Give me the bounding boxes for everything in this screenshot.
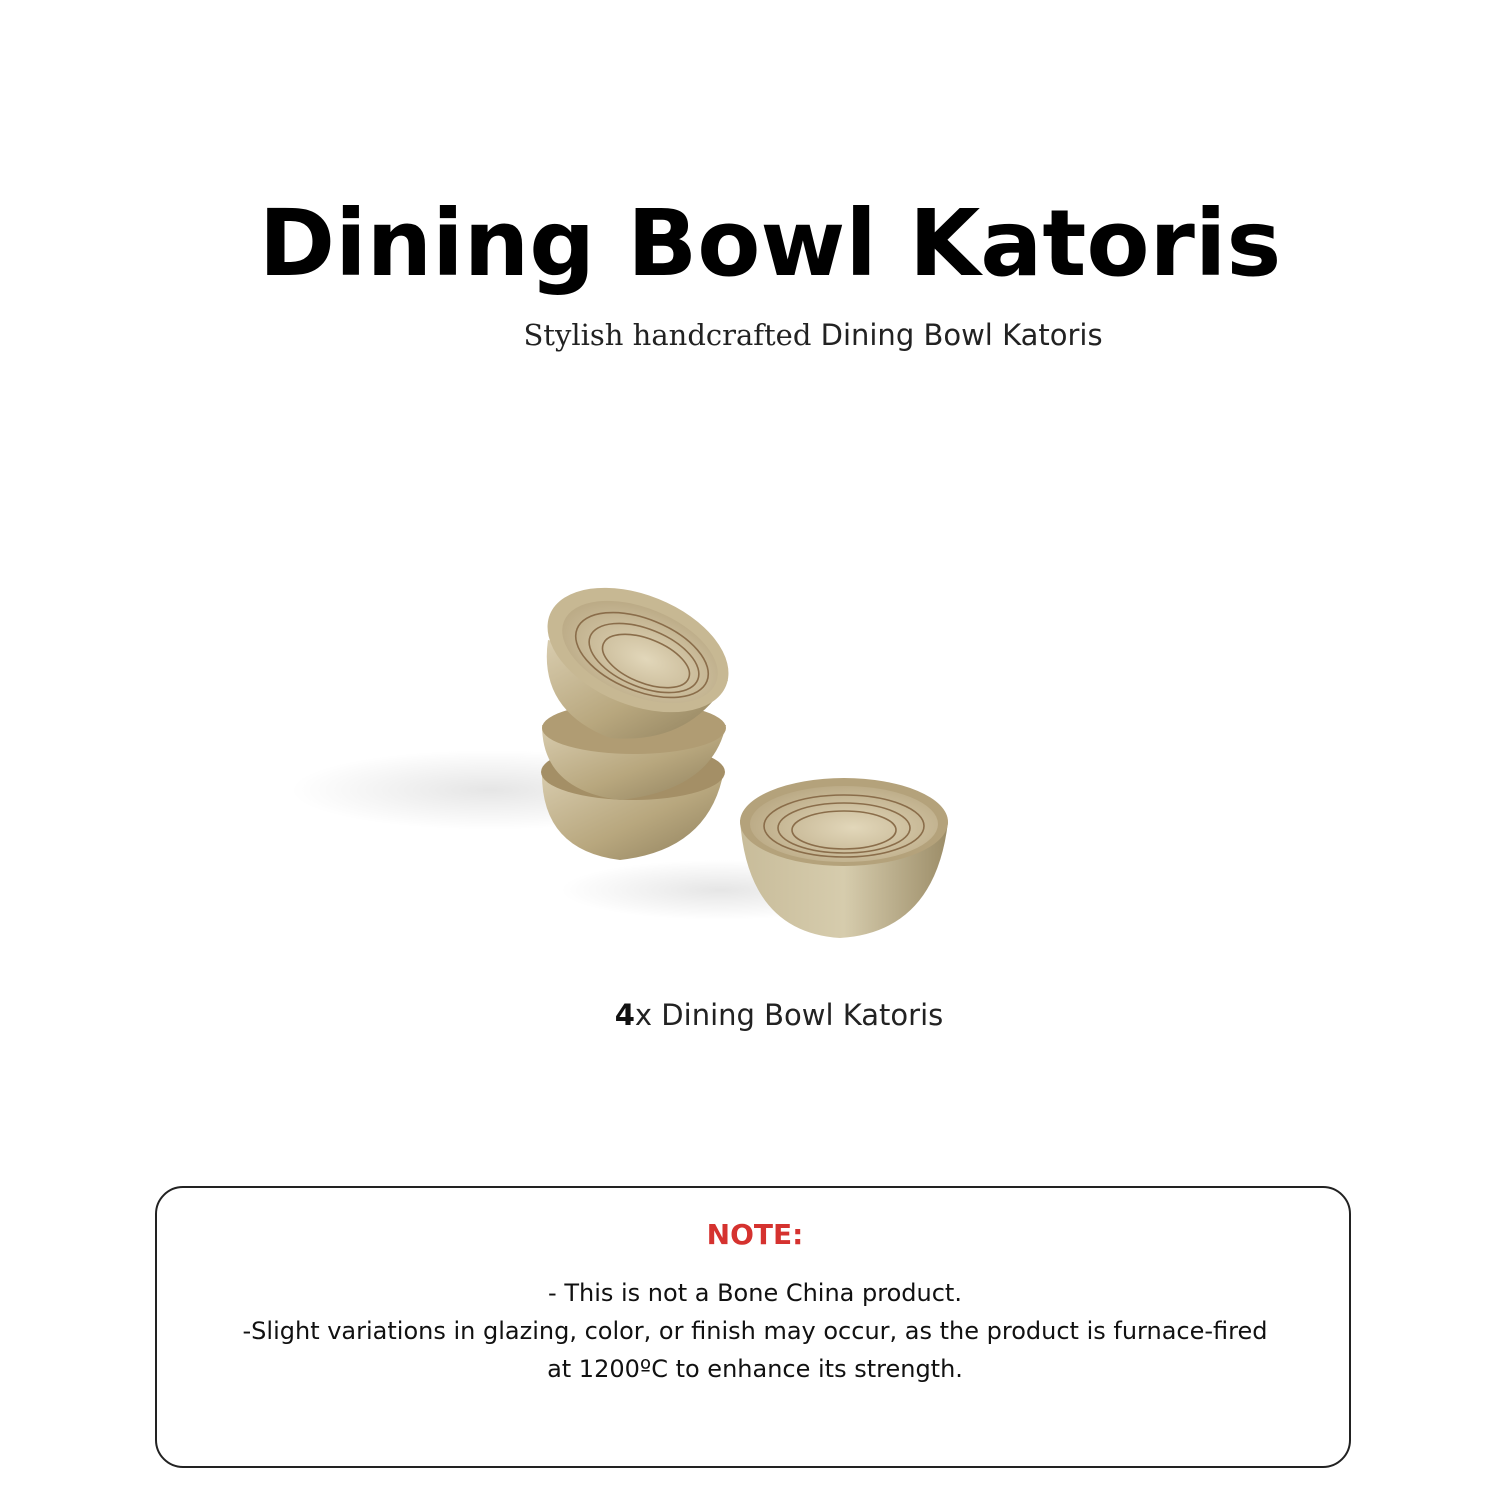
note-line: at 1200ºC to enhance its strength.: [547, 1355, 963, 1383]
page-title: Dining Bowl Katoris: [258, 190, 1282, 297]
ceramic-bowls-image: [280, 560, 1000, 980]
note-text: [157, 1274, 1353, 1388]
page-subtitle: [0, 318, 1500, 353]
subtitle-serif-text: Stylish handcrafted: [523, 318, 812, 352]
note-title: NOTE:: [706, 1218, 804, 1251]
subtitle-sans-text: Dining Bowl Katoris: [820, 318, 1103, 352]
note-box: [155, 1186, 1351, 1468]
note-line: - This is not a Bone China product.: [548, 1279, 962, 1307]
stacked-bowls-icon: [529, 563, 746, 860]
quantity-value: 4: [614, 998, 635, 1032]
quantity-caption: [0, 998, 1500, 1032]
note-line: -Slight variations in glazing, color, or finish may occur, as the product is furnace-fired: [242, 1317, 1268, 1345]
caption-text: x Dining Bowl Katoris: [634, 998, 944, 1032]
